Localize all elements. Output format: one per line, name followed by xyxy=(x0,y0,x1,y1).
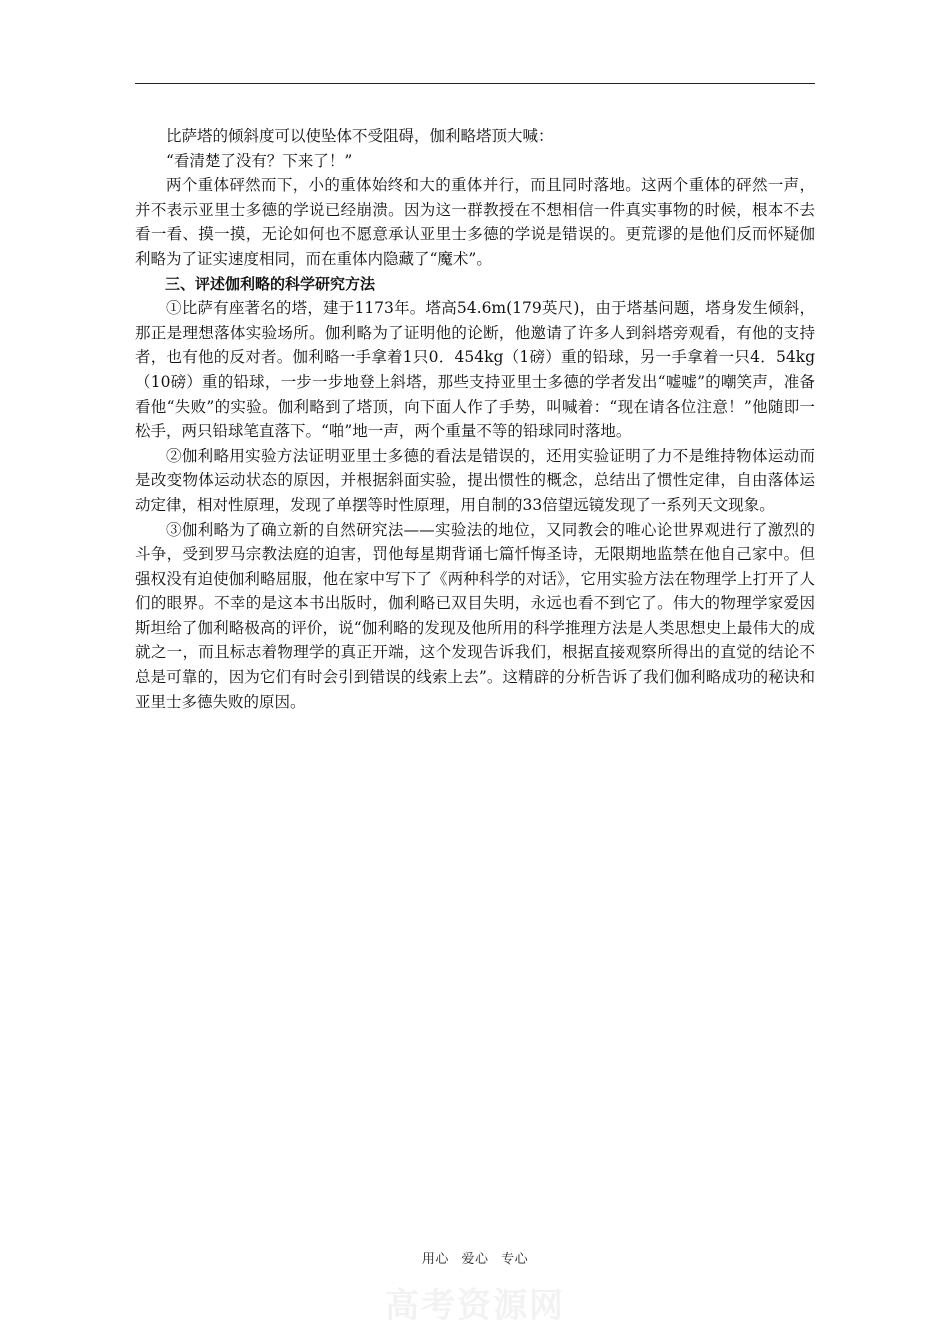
header-rule xyxy=(135,83,815,84)
paragraph-tower-tilt: 比萨塔的倾斜度可以使坠体不受阻碍，伽利略塔顶大喊： xyxy=(166,127,554,145)
document-body xyxy=(135,124,815,714)
watermark: 高考资源网 xyxy=(385,1286,565,1326)
paragraph-point-1: ①比萨有座著名的塔，建于1173年。塔高54.6m(179英尺)，由于塔基问题，塔身发生倾斜，那正是理想落体实验场所。伽利略为了证明他的论断，他邀请了许多人到斜塔旁观看，有他的支持者，也有他的反对者。伽利略一手拿着1只0．454kg（1磅）重的铅球，另一手拿着一只4．54kg（10磅）重的铅球，一步一步地登上斜塔，那些支持亚里士多德的学者发出“嘘嘘”的嘲笑声，准备看他“失败”的实验。伽利略到了塔顶，向下面人作了手势，叫喊着：“现在请各位注意！”他随即一松手，两只铅球笔直落下。“啪”地一声，两个重量不等的铅球同时落地。 xyxy=(135,299,815,441)
paragraph-point-3: ③伽利略为了确立新的自然研究法——实验法的地位，又同教会的唯心论世界观进行了激烈的斗争，受到罗马宗教法庭的迫害，罚他每星期背诵七篇忏悔圣诗，无限期地监禁在他自己家中。但强权没有迫使伽利略屈服，他在家中写下了《两种科学的对话》，它用实验方法在物理学上打开了人们的眼界。不幸的是这本书出版时，伽利略已双目失明，永远也看不到它了。伟大的物理学家爱因斯坦给了伽利略极高的评价，说“伽利略的发现及他所用的科学推理方法是人类思想史上最伟大的成就之一，而且标志着物理学的真正开端，这个发现告诉我们，根据直接观察所得出的直觉的结论不总是可靠的，因为它们有时会引到错误的线索上去”。这精辟的分析告诉了我们伽利略成功的秘诀和亚里士多德失败的原因。 xyxy=(135,520,815,711)
paragraph-quote: “看清楚了没有？下来了！” xyxy=(166,151,353,170)
footer-item: 爱心 xyxy=(461,1252,489,1267)
page-footer xyxy=(0,1248,950,1267)
paragraph-point-2: ②伽利略用实验方法证明亚里士多德的看法是错误的，还用实验证明了力不是维持物体运动而是改变物体运动状态的原因，并根据斜面实验，提出惯性的概念，总结出了惯性定律，自由落体运动定律，相对性原理，发现了单摆等时性原理，用自制的33倍望远镜发现了一系列天文现象。 xyxy=(135,446,815,514)
section-heading: 三、评述伽利略的科学研究方法 xyxy=(165,274,376,293)
footer-item: 专心 xyxy=(501,1252,529,1267)
footer-item: 用心 xyxy=(421,1252,449,1267)
paragraph-bodies-fall: 两个重体砰然而下，小的重体始终和大的重体并行，而且同时落地。这两个重体的砰然一声，并不表示亚里士多德的学说已经崩溃。因为这一群教授在不想相信一件真实事物的时候，根本不去看一看、摸一摸，无论如何也不愿意承认亚里士多德的学说是错误的。更荒谬的是他们反而怀疑伽利略为了证实速度相同，而在重体内隐藏了“魔术”。 xyxy=(135,176,815,268)
